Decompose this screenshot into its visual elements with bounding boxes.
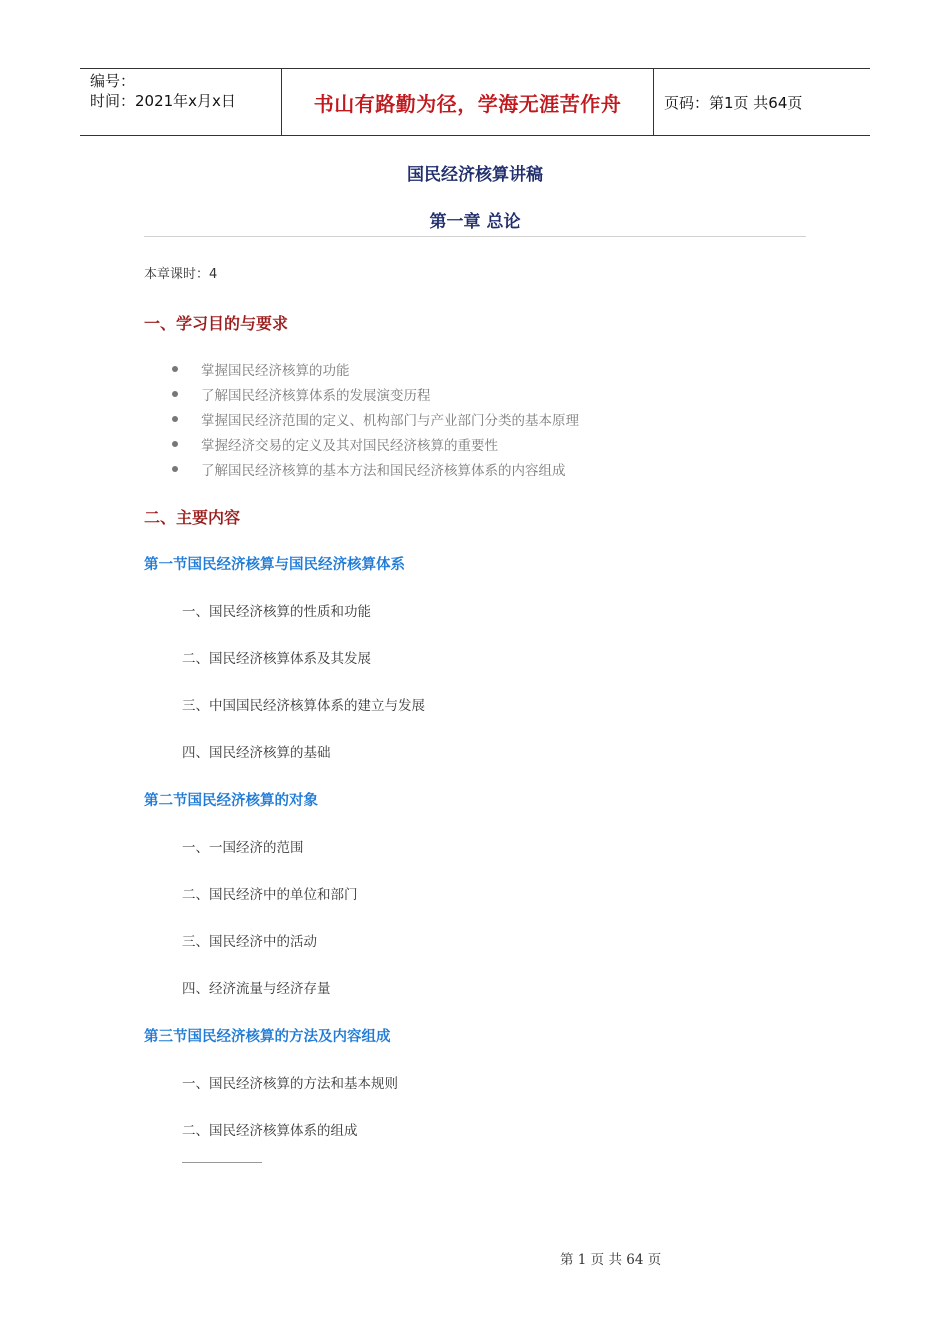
content-item: 三、国民经济中的活动 [182,934,317,950]
content-item: 四、经济流量与经济存量 [182,981,331,997]
subsection-title: 第二节国民经济核算的对象 [144,793,318,809]
bullet-icon [172,466,178,472]
content-item: 二、国民经济核算体系的组成 [182,1123,358,1139]
content-item: 一、国民经济核算的性质和功能 [182,604,371,620]
section-heading-goals: 一、学习目的与要求 [144,314,289,333]
subsection-title: 第一节国民经济核算与国民经济核算体系 [144,557,405,573]
subsection-title: 第三节国民经济核算的方法及内容组成 [144,1029,391,1045]
list-item: 掌握国民经济范围的定义、机构部门与产业部门分类的基本原理 [172,406,579,431]
goals-list [172,356,579,481]
page-header [80,68,870,136]
bullet-icon [172,441,178,447]
footnote-divider [182,1162,262,1163]
header-meta [80,69,281,135]
list-item: 了解国民经济核算的基本方法和国民经济核算体系的内容组成 [172,456,579,481]
document-title: 国民经济核算讲稿 [407,165,543,185]
content-item: 三、中国国民经济核算体系的建立与发展 [182,698,425,714]
header-page-info: 页码：第1页 共64页 [664,93,803,112]
list-item: 掌握经济交易的定义及其对国民经济核算的重要性 [172,431,579,456]
bullet-icon [172,391,178,397]
title-divider [144,236,806,237]
chapter-hours: 本章课时：4 [144,267,218,282]
content-item: 四、国民经济核算的基础 [182,745,331,761]
chapter-title: 第一章 总论 [429,212,521,232]
bullet-icon [172,416,178,422]
bullet-icon [172,366,178,372]
content-item: 一、一国经济的范围 [182,840,304,856]
content-item: 二、国民经济核算体系及其发展 [182,651,371,667]
list-item: 掌握国民经济核算的功能 [172,356,579,381]
time-label: 时间：2021年x月x日 [90,92,236,110]
content-item: 二、国民经济中的单位和部门 [182,887,358,903]
content-item: 一、国民经济核算的方法和基本规则 [182,1076,398,1092]
number-label: 编号： [90,72,136,90]
section-heading-content: 二、主要内容 [144,508,241,527]
list-item: 了解国民经济核算体系的发展演变历程 [172,381,579,406]
page-footer: 第 1 页 共 64 页 [560,1252,662,1268]
header-motto: 书山有路勤为径，学海无涯苦作舟 [281,69,654,135]
